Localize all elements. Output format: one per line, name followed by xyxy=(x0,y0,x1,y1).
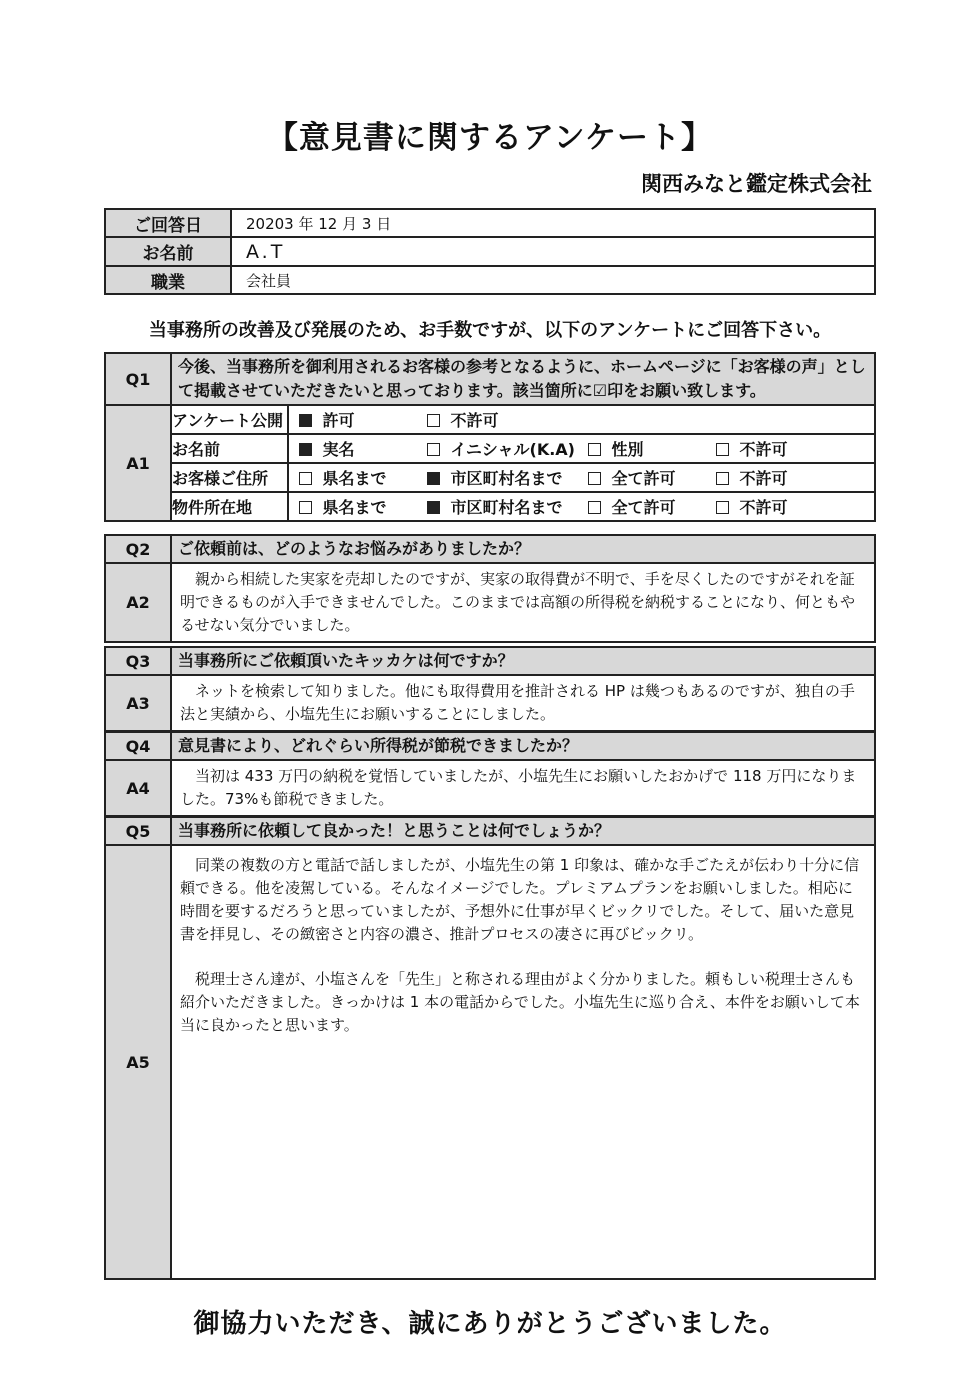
a1-options xyxy=(288,434,875,463)
checkbox-icon[interactable] xyxy=(588,443,601,456)
a2-label: A2 xyxy=(105,563,171,642)
q3-label: Q3 xyxy=(105,647,171,675)
a1-option[interactable]: 不許可 xyxy=(427,408,498,431)
date-value: 20203 年 12 月 3 日 xyxy=(231,209,875,237)
checkbox-icon[interactable] xyxy=(716,501,729,514)
checkbox-icon[interactable] xyxy=(588,501,601,514)
job-value: 会社員 xyxy=(231,266,875,294)
a1-option[interactable]: 不許可 xyxy=(716,495,787,518)
a4-answer: 当初は 433 万円の納税を覚悟していましたが、小塩先生にお願いしたおかげで 118 万円になりました。73%も節税できました。 xyxy=(171,760,875,816)
page-title: 【意見書に関するアンケート】 xyxy=(266,120,714,156)
a3-answer: ネットを検索して知りました。他にも取得費用を推計される HP は幾つもあるのですが、独自の手法と実績から、小塩先生にお願いすることにしました。 xyxy=(171,675,875,731)
a1-option[interactable]: 県名まで xyxy=(299,495,409,518)
a1-option[interactable]: 性別 xyxy=(588,437,698,460)
a1-row-label: アンケート公開 xyxy=(171,405,288,434)
a1-option[interactable]: 市区町村名まで xyxy=(427,466,570,489)
a1-option[interactable]: 不許可 xyxy=(716,466,787,489)
checkbox-icon[interactable] xyxy=(427,443,440,456)
q4-question: 意見書により、どれぐらい所得税が節税できましたか？ xyxy=(171,732,875,760)
a5-paragraph: 税理士さん達が、小塩さんを「先生」と称される理由がよく分かりました。頼もしい税理士さんも紹介いただきました。きっかけは 1 本の電話からでした。小塩先生に巡り合え、本件をお願いして本当に良かったと思います。 xyxy=(180,970,860,1034)
a1-option[interactable]: 全て許可 xyxy=(588,495,698,518)
q2-block xyxy=(104,534,876,643)
checkbox-checked-icon[interactable] xyxy=(299,414,312,427)
checkbox-icon[interactable] xyxy=(716,472,729,485)
a1-option[interactable]: 県名まで xyxy=(299,466,409,489)
a1-options xyxy=(288,463,875,492)
checkbox-icon[interactable] xyxy=(716,443,729,456)
q4-block xyxy=(104,731,876,817)
company-name: 関西みなと鑑定株式会社 xyxy=(641,172,872,196)
q1-block xyxy=(104,352,876,522)
q1-label: Q1 xyxy=(105,353,171,405)
a4-label: A4 xyxy=(105,760,171,816)
checkbox-checked-icon[interactable] xyxy=(427,501,440,514)
q5-block xyxy=(104,816,876,1280)
date-label: ご回答日 xyxy=(105,209,231,237)
q5-label: Q5 xyxy=(105,817,171,845)
a1-options xyxy=(288,405,875,434)
a1-options xyxy=(288,492,875,521)
q2-question: ご依頼前は、どのようなお悩みがありましたか？ xyxy=(171,535,875,563)
a1-label: A1 xyxy=(105,405,171,521)
name-value: A.T xyxy=(231,237,875,266)
a1-option[interactable]: 許可 xyxy=(299,408,409,431)
checkbox-icon[interactable] xyxy=(588,472,601,485)
closing-message: 御協力いただき、誠にありがとうございました。 xyxy=(193,1309,787,1339)
a1-option[interactable]: 全て許可 xyxy=(588,466,698,489)
name-label: お名前 xyxy=(105,237,231,266)
intro-text: 当事務所の改善及び発展のため、お手数ですが、以下のアンケートにご回答下さい。 xyxy=(148,320,832,341)
a1-row-label: お客様ご住所 xyxy=(171,463,288,492)
a5-paragraph: 同業の複数の方と電話で話しましたが、小塩先生の第 1 印象は、確かな手ごたえが伝わり十分に信頼できる。他を凌駕している。そんなイメージでした。プレミアムプランをお願いしました。相応に時間を要するだろうと思っていましたが、予想外に仕事が早くビックリでした。そして、届いた意見書を拝見し、その緻密さと内容の濃さ、推計プロセスの凄さに再びビックリ。 xyxy=(180,856,860,943)
a5-label: A5 xyxy=(105,845,171,1279)
a2-answer: 親から相続した実家を売却したのですが、実家の取得費が不明で、手を尽くしたのですがそれを証明できるものが入手できませんでした。このままでは高額の所得税を納税することになり、何ともやるせない気分でいました。 xyxy=(171,563,875,642)
a3-label: A3 xyxy=(105,675,171,731)
q3-block xyxy=(104,646,876,732)
q3-question: 当事務所にご依頼頂いたキッカケは何ですか？ xyxy=(171,647,875,675)
a1-row-label: 物件所在地 xyxy=(171,492,288,521)
a5-answer xyxy=(171,845,875,1279)
q4-label: Q4 xyxy=(105,732,171,760)
checkbox-icon[interactable] xyxy=(299,501,312,514)
checkbox-icon[interactable] xyxy=(427,414,440,427)
respondent-info-table xyxy=(104,208,876,295)
checkbox-checked-icon[interactable] xyxy=(427,472,440,485)
q1-question: 今後、当事務所を御利用されるお客様の参考となるように、ホームページに「お客様の声」として掲載させていただきたいと思っております。該当箇所に☑印をお願い致します。 xyxy=(171,353,875,405)
a1-option[interactable]: 実名 xyxy=(299,437,409,460)
a1-option[interactable]: イニシャル(K.A) xyxy=(427,437,570,460)
job-label: 職業 xyxy=(105,266,231,294)
a1-row-label: お名前 xyxy=(171,434,288,463)
a1-option[interactable]: 不許可 xyxy=(716,437,787,460)
a1-option[interactable]: 市区町村名まで xyxy=(427,495,570,518)
checkbox-icon[interactable] xyxy=(299,472,312,485)
q5-question: 当事務所に依頼して良かった！と思うことは何でしょうか？ xyxy=(171,817,875,845)
q2-label: Q2 xyxy=(105,535,171,563)
checkbox-checked-icon[interactable] xyxy=(299,443,312,456)
